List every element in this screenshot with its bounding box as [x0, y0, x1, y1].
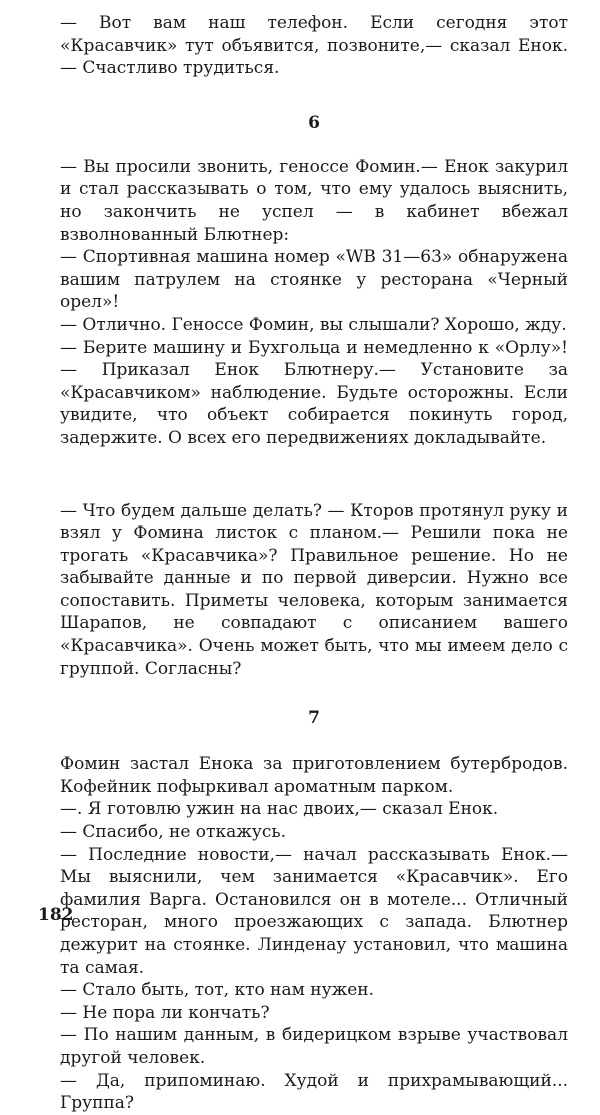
paragraph-needed-one: — Стало быть, тот, кто нам нужен.: [60, 980, 375, 1001]
paragraph-sandwiches: Фомин застал Енока за приготовлением бутербродов. Кофейник пофыркивал ароматным парком.: [60, 754, 568, 797]
paragraph-dinner: —. Я готовлю ужин на нас двоих,— сказал Енок.: [60, 799, 499, 820]
paragraph-fomin-call: — Вы просили звонить, геноссе Фомин.— Енок закурил и стал рассказывать о том, что ему удалось выяснить, но закончить не успел — в кабинет вбежал взволнованный Блютнер:: [60, 156, 568, 245]
paragraph-thanks: — Спасибо, не откажусь.: [60, 822, 287, 843]
book-page: [60, 12, 568, 1115]
paragraph-phone-number: — Вот вам наш телефон. Если сегодня этот «Красавчик» тут объявится, позвоните,— сказал Енок.— Счастливо трудиться.: [60, 13, 568, 79]
paragraph-sports-car: — Спортивная машина номер «WB 31—63» обнаружена вашим патрулем на стоянке у ресторана «Черный орел»!: [60, 247, 568, 313]
page-number: 182: [38, 905, 74, 925]
paragraph-orders: — Берите машину и Бухгольца и немедленно к «Орлу»! — Приказал Енок Блютнеру.— Установите за «Красавчиком» наблюдение. Будьте осторожны. Если увидите, что объект собирается покинуть город, задержите. О всех его передвижениях докладывайте.: [60, 337, 568, 448]
paragraph-ktorov: — Что будем дальше делать? — Кторов протянул руку и взял у Фомина листок с планом.— Решили пока не трогать «Красавчика»? Правильное решение. Но не забывайте данные и по первой диверсии. Нужно все сопоставить. Приметы человека, которым занимается Шарапов, не совпадают с описанием вашего «Красавчика». Очень может быть, что мы имеем дело с группой. Согласны?: [60, 500, 568, 679]
paragraph-explosion: — По нашим данным, в бидерицком взрыве участвовал другой человек.: [60, 1025, 568, 1068]
paragraph-time-to-end: — Не пора ли кончать?: [60, 1002, 270, 1023]
paragraph-group: — Да, припоминаю. Худой и прихрамывающий... Группа?: [60, 1070, 568, 1114]
paragraph-latest-news: — Последние новости,— начал рассказывать Енок.— Мы выяснили, чем занимается «Красавчик». Его фамилия Варга. Остановился он в мотеле... Отличный ресторан, много проезжающих с запада. Блютнер дежурит на стоянке. Линденау установил, что машина та самая.: [60, 844, 568, 978]
chapter-number-6: 6: [308, 112, 320, 133]
paragraph-excellent: — Отлично. Геноссе Фомин, вы слышали? Хорошо, жду.: [60, 314, 567, 335]
chapter-number-7: 7: [308, 708, 320, 729]
